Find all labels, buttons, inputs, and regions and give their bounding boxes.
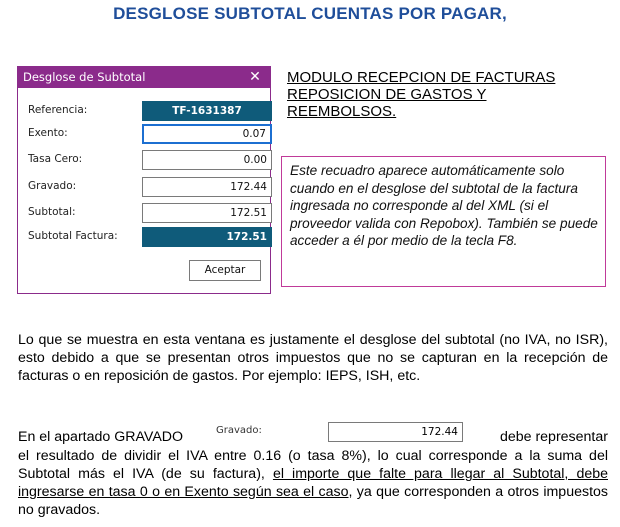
paragraph-gravado-plain: el resultado de dividir el IVA entre 0.16 (o tasa 8%), lo cual corresponde a la suma del Subtotal más el IVA (de su factura), [18,448,608,482]
subtotal-factura-row [28,227,267,247]
subtotal-factura-label: Subtotal Factura: [28,230,118,242]
paragraph-gravado-underlined: el importe que falte para llegar al Subtotal, debe ingresarse en tasa 0 o en Exento según sea el caso [18,466,609,500]
inline-gravado-field: 172.44 [328,422,463,442]
dialog-titlebar [18,67,270,88]
module-heading-line1: MODULO RECEPCION DE FACTURAS [287,69,556,86]
page-title: DESGLOSE SUBTOTAL CUENTAS POR PAGAR, [113,4,507,23]
exento-label: Exento: [28,127,68,139]
close-icon[interactable]: ✕ [249,69,261,85]
gravado-row [28,177,267,197]
module-heading-line2: REPOSICION DE GASTOS Y [287,86,487,103]
subtotal-factura-field: 172.51 [142,227,272,247]
paragraph-gravado-first-line [18,425,608,449]
gravado-input[interactable]: 172.44 [142,177,272,197]
dialog-title: Desglose de Subtotal [23,70,146,84]
tasa-cero-input[interactable]: 0.00 [142,150,272,170]
exento-row [28,124,266,144]
module-heading [287,69,607,120]
referencia-field: TF-1631387 [142,101,272,121]
referencia-label: Referencia: [28,104,88,116]
exento-input[interactable]: 0.07 [142,124,272,144]
subtotal-breakdown-dialog [17,66,271,294]
paragraph-explanation: Lo que se muestra en esta ventana es justamente el desglose del subtotal (no IVA, no ISR), esto debido a que se presentan otros impuestos que no se capturan en la recepción de facturas o en reposición de gastos. Por ejemplo: IEPS, ISH, etc. [18,332,608,384]
module-heading-line3: REEMBOLSOS. [287,103,397,120]
subtotal-label: Subtotal: [28,206,76,218]
subtotal-row [28,203,267,223]
tasa-cero-row [28,150,267,170]
gravado-label: Gravado: [28,180,77,192]
tasa-cero-label: Tasa Cero: [28,153,83,165]
paragraph-gravado-end: , ya que corresponden a otros impuestos no gravados. [18,484,609,518]
inline-gravado-label: Gravado: [216,425,262,436]
accept-button[interactable]: Aceptar [189,260,261,281]
referencia-row [28,101,262,121]
note-box: Este recuadro aparece automáticamente solo cuando en el desglose del subtotal de la factura ingresada no corresponde al del XML (si el proveedor valida con Repobox). También se puede acceder a él por medio de la tecla F8. [281,156,606,287]
paragraph-gravado-start: En el apartado GRAVADO [18,429,184,445]
paragraph-gravado-after: debe representar [499,429,608,445]
subtotal-field: 172.51 [142,203,272,223]
paragraph-gravado-rest [18,447,608,519]
